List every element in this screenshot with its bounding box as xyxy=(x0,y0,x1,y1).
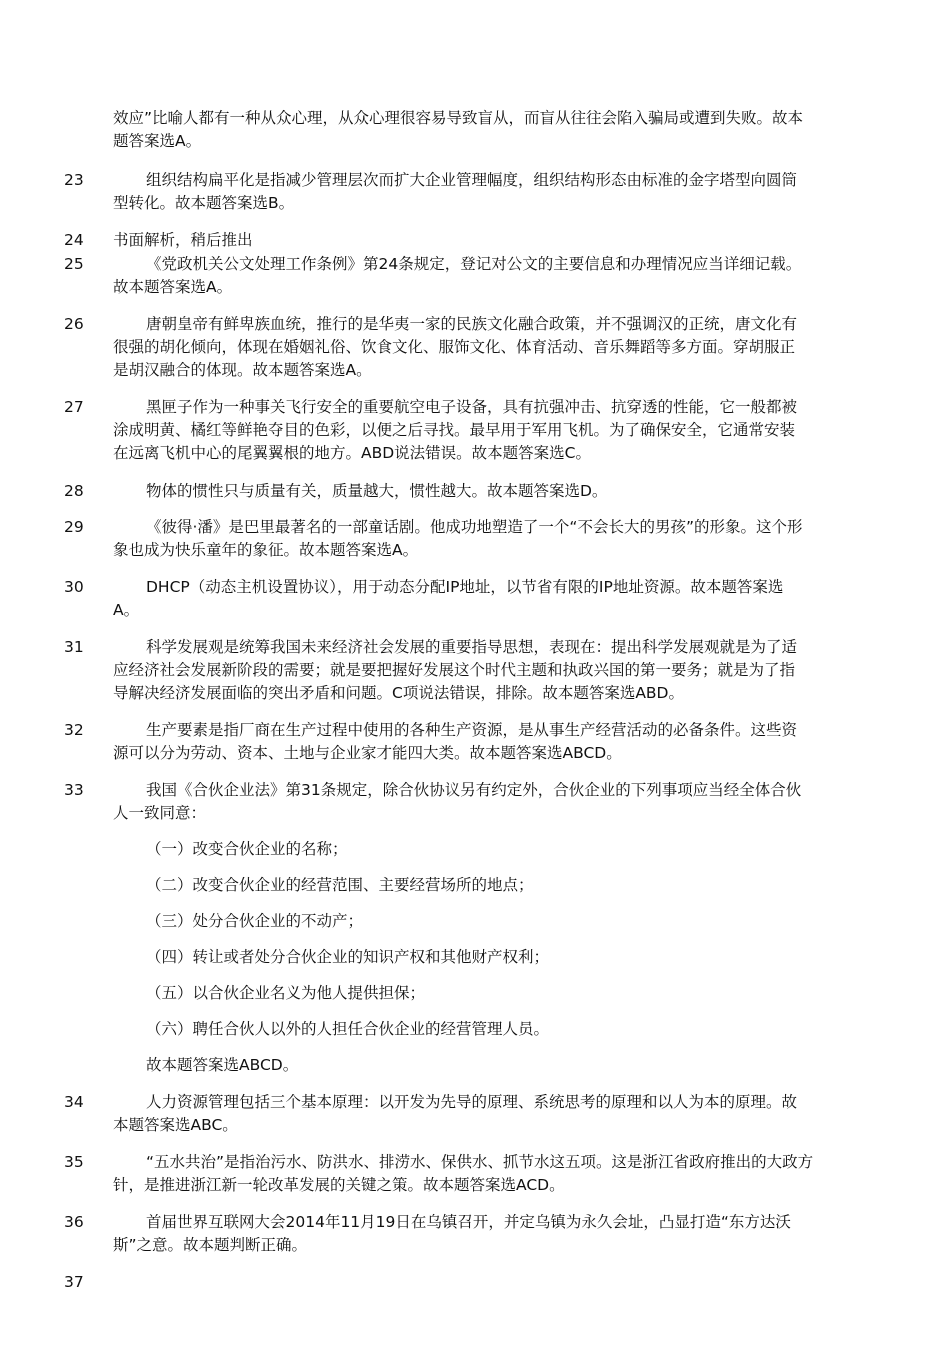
text-line: 人力资源管理包括三个基本原理：以开发为先导的原理、系统思考的原理和以人为本的原理。故 xyxy=(146,1093,798,1111)
text-line: 《彼得·潘》是巴里最著名的一部童话剧。他成功地塑造了一个“不会长大的男孩”的形象。这个形 xyxy=(146,518,803,536)
item-number: 25 xyxy=(64,255,84,273)
item-number: 29 xyxy=(64,518,84,536)
text-line: 科学发展观是统筹我国未来经济社会发展的重要指导思想，表现在：提出科学发展观就是为了适 xyxy=(146,638,798,656)
text-line: 是胡汉融合的体现。故本题答案选A。 xyxy=(113,361,372,379)
text-line: 针，是推进浙江新一轮改革发展的关键之策。故本题答案选ACD。 xyxy=(113,1176,565,1194)
item-number: 31 xyxy=(64,638,84,656)
item-number: 26 xyxy=(64,315,84,333)
item-number: 37 xyxy=(64,1273,84,1291)
text-line: 导解决经济发展面临的突出矛盾和问题。C项说法错误，排除。故本题答案选ABD。 xyxy=(113,684,684,702)
item-number: 33 xyxy=(64,781,84,799)
text-line: 书面解析，稍后推出 xyxy=(113,231,253,249)
clause-line: （四）转让或者处分合伙企业的知识产权和其他财产权利； xyxy=(146,948,550,966)
text-line: 故本题答案选A。 xyxy=(113,278,233,296)
text-line: 《党政机关公文处理工作条例》第24条规定，登记对公文的主要信息和办理情况应当详细记载。 xyxy=(146,255,802,273)
text-line: 物体的惯性只与质量有关，质量越大，惯性越大。故本题答案选D。 xyxy=(146,482,608,500)
text-line: 故本题答案选ABCD。 xyxy=(146,1056,299,1074)
text-line: 很强的胡化倾向，体现在婚姻礼俗、饮食文化、服饰文化、体育活动、音乐舞蹈等多方面。穿胡服正 xyxy=(113,338,796,356)
item-number: 28 xyxy=(64,482,84,500)
text-line: “五水共治”是指治污水、防洪水、排涝水、保供水、抓节水这五项。这是浙江省政府推出的大政方 xyxy=(146,1153,814,1171)
text-line: 源可以分为劳动、资本、土地与企业家才能四大类。故本题答案选ABCD。 xyxy=(113,744,622,762)
text-line: A。 xyxy=(113,601,140,619)
clause-line: （五）以合伙企业名义为他人提供担保； xyxy=(146,984,426,1002)
item-number: 36 xyxy=(64,1213,84,1231)
item-number: 27 xyxy=(64,398,84,416)
clause-line: （一）改变合伙企业的名称； xyxy=(146,840,348,858)
text-line: 象也成为快乐童年的象征。故本题答案选A。 xyxy=(113,541,419,559)
text-line: 生产要素是指厂商在生产过程中使用的各种生产资源，是从事生产经营活动的必备条件。这些资 xyxy=(146,721,798,739)
item-number: 23 xyxy=(64,171,84,189)
clause-line: （二）改变合伙企业的经营范围、主要经营场所的地点； xyxy=(146,876,534,894)
text-line: 人一致同意： xyxy=(113,804,207,822)
item-number: 35 xyxy=(64,1153,84,1171)
text-line: 题答案选A。 xyxy=(113,132,202,150)
item-number: 30 xyxy=(64,578,84,596)
text-line: 涂成明黄、橘红等鲜艳夺目的色彩，以便之后寻找。最早用于军用飞机。为了确保安全，它通常安装 xyxy=(113,421,796,439)
text-line: DHCP（动态主机设置协议），用于动态分配IP地址，以节省有限的IP地址资源。故本题答案选 xyxy=(146,578,784,596)
clause-line: （六）聘任合伙人以外的人担任合伙企业的经营管理人员。 xyxy=(146,1020,550,1038)
item-number: 32 xyxy=(64,721,84,739)
item-number: 34 xyxy=(64,1093,84,1111)
text-line: 斯”之意。故本题判断正确。 xyxy=(113,1236,308,1254)
text-line: 黑匣子作为一种事关飞行安全的重要航空电子设备，具有抗强冲击、抗穿透的性能，它一般都被 xyxy=(146,398,798,416)
text-line: 本题答案选ABC。 xyxy=(113,1116,238,1134)
text-line: 首届世界互联网大会2014年11月19日在乌镇召开，并定乌镇为永久会址，凸显打造“东方达沃 xyxy=(146,1213,791,1231)
text-line: 唐朝皇帝有鲜卑族血统，推行的是华夷一家的民族文化融合政策，并不强调汉的正统，唐文化有 xyxy=(146,315,798,333)
text-line: 组织结构扁平化是指减少管理层次而扩大企业管理幅度，组织结构形态由标准的金字塔型向圆筒 xyxy=(146,171,798,189)
text-line: 效应”比喻人都有一种从众心理，从众心理很容易导致盲从，而盲从往往会陷入骗局或遭到失败。故本 xyxy=(113,109,804,127)
text-line: 应经济社会发展新阶段的需要；就是要把握好发展这个时代主题和执政兴国的第一要务；就是为了指 xyxy=(113,661,796,679)
text-line: 我国《合伙企业法》第31条规定，除合伙协议另有约定外，合伙企业的下列事项应当经全体合伙 xyxy=(146,781,802,799)
text-line: 型转化。故本题答案选B。 xyxy=(113,194,295,212)
text-line: 在远离飞机中心的尾翼翼根的地方。ABD说法错误。故本题答案选C。 xyxy=(113,444,591,462)
clause-line: （三）处分合伙企业的不动产； xyxy=(146,912,364,930)
item-number: 24 xyxy=(64,231,84,249)
